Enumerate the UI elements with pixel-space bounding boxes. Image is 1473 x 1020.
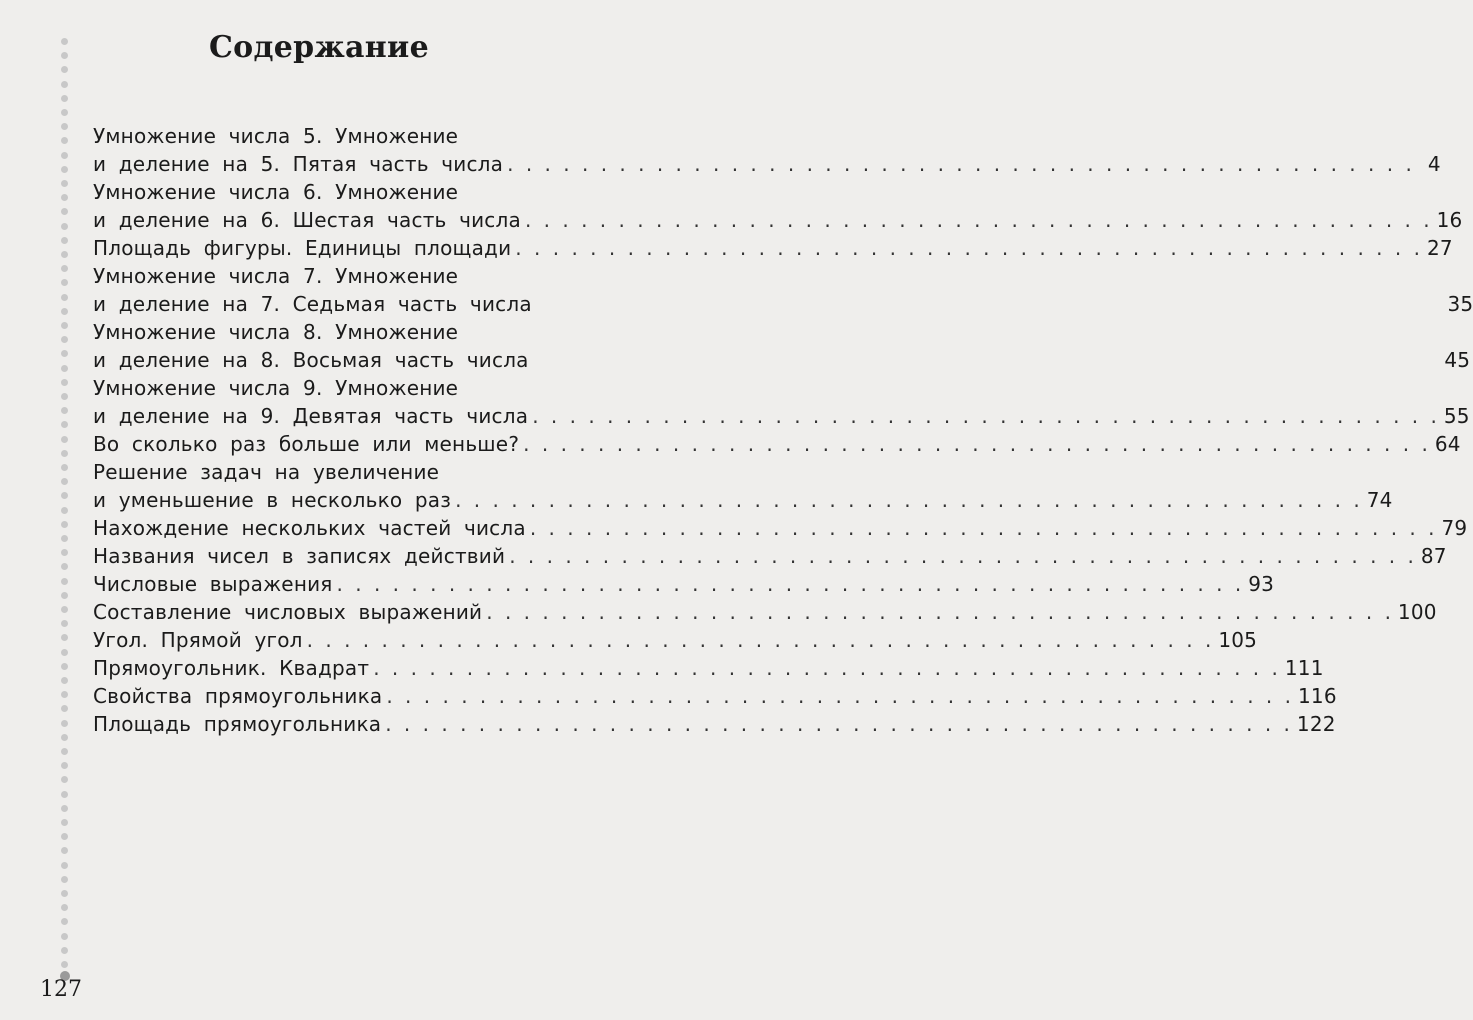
rule-dot (61, 81, 68, 88)
toc-entry[interactable] (93, 264, 1473, 320)
toc-entry[interactable] (93, 460, 1393, 516)
toc-entry-title: Умножение числа 9. Умножение (93, 376, 459, 400)
toc-line (93, 488, 1393, 516)
rule-dot (61, 776, 68, 783)
toc-page-number: 79 (1441, 516, 1468, 540)
toc-line (93, 124, 661, 152)
rule-dot (61, 279, 68, 286)
rule-dot (61, 365, 68, 372)
dot-leader: . . . . . . . . . . . . . . . . . . . . . . . . . . . . . . . . . . . . . . . . . . . . . . . . . (455, 488, 1363, 512)
rule-dot (61, 421, 68, 428)
toc-entry-title: Составление числовых выражений (93, 600, 483, 624)
toc-page-number: 74 (1366, 488, 1393, 512)
rule-dot (61, 521, 68, 528)
toc-entry[interactable] (93, 600, 1437, 628)
toc-page-number: 35 (1447, 292, 1473, 316)
dot-leader: . . . . . . . . . . . . . . . . . . . . . . . . . . . . . . . . . . . . . . . . . . . . . . . . . (529, 516, 1438, 540)
toc-entry-title: Умножение числа 6. Умножение (93, 180, 459, 204)
rule-dot (61, 478, 68, 485)
dot-leader: . . . . . . . . . . . . . . . . . . . . . . . . . . . . . . . . . . . . . . . . . . . . . . . . . (524, 208, 1433, 232)
rule-dot (61, 833, 68, 840)
toc-page-number: 122 (1296, 712, 1336, 736)
toc-entry-title: Умножение числа 5. Умножение (93, 124, 459, 148)
rule-dot (61, 805, 68, 812)
toc-page-number: 4 (1427, 152, 1441, 176)
rule-dot (61, 961, 68, 968)
dot-leader (533, 348, 1441, 372)
toc-entry-title: Площадь прямоугольника (93, 712, 382, 736)
rule-dot (61, 294, 68, 301)
toc-entry[interactable] (93, 124, 1441, 180)
table-of-contents (93, 124, 1473, 740)
rule-dot (61, 918, 68, 925)
rule-dot (61, 180, 68, 187)
rule-dot (61, 549, 68, 556)
decorative-dotted-rule (60, 38, 70, 978)
rule-dot (61, 720, 68, 727)
toc-entry[interactable] (93, 432, 1461, 460)
rule-dot (61, 166, 68, 173)
rule-dot (61, 876, 68, 883)
toc-page-number: 87 (1420, 544, 1447, 568)
toc-entry-title: Свойства прямоугольника (93, 684, 383, 708)
rule-dot (61, 563, 68, 570)
dot-leader: . . . . . . . . . . . . . . . . . . . . . . . . . . . . . . . . . . . . . . . . . . . . . . . . . (336, 572, 1245, 596)
toc-entry-title: и деление на 9. Девятая часть числа (93, 404, 529, 428)
toc-entry[interactable] (93, 376, 1470, 432)
toc-line (93, 684, 1337, 712)
toc-entry[interactable] (93, 572, 1275, 600)
toc-entry-title: и деление на 8. Восьмая часть числа (93, 348, 529, 372)
dot-leader: . . . . . . . . . . . . . . . . . . . . . . . . . . . . . . . . . . . . . . . . . . . . . . . . . (386, 684, 1294, 708)
rule-dot (61, 634, 68, 641)
toc-entry[interactable] (93, 684, 1337, 712)
rule-dot (61, 649, 68, 656)
rule-dot (61, 933, 68, 940)
rule-dot (61, 379, 68, 386)
dot-leader: . . . . . . . . . . . . . . . . . . . . . . . . . . . . . . . . . . . . . . . . . . . . . . . . . (306, 628, 1215, 652)
rule-dot (61, 237, 68, 244)
dot-leader: . . . . . . . . . . . . . . . . . . . . . . . . . . . . . . . . . . . . . . . . . . . . . . . . . (373, 656, 1281, 680)
toc-entry[interactable] (93, 516, 1468, 544)
toc-line (93, 208, 1463, 236)
rule-dot (61, 265, 68, 272)
toc-line (93, 264, 661, 292)
toc-line (93, 656, 1324, 684)
toc-line (93, 320, 661, 348)
rule-dot (61, 251, 68, 258)
dot-leader: . . . . . . . . . . . . . . . . . . . . . . . . . . . . . . . . . . . . . . . . . . . . . . . . . (509, 544, 1417, 568)
rule-dot (61, 620, 68, 627)
toc-page-number: 116 (1298, 684, 1337, 708)
rule-dot (61, 95, 68, 102)
toc-entry-title: Умножение числа 7. Умножение (93, 264, 459, 288)
rule-dot (61, 407, 68, 414)
rule-dot (61, 663, 68, 670)
rule-dot (61, 464, 68, 471)
toc-page-number: 45 (1444, 348, 1471, 372)
rule-dot (61, 734, 68, 741)
rule-dot (61, 194, 68, 201)
toc-entry[interactable] (93, 236, 1453, 264)
rule-dot (61, 890, 68, 897)
toc-page-number: 111 (1284, 656, 1324, 680)
rule-dot (61, 322, 68, 329)
rule-dot (61, 123, 68, 130)
rule-dot (61, 137, 68, 144)
dot-leader (536, 292, 1444, 316)
toc-entry[interactable] (93, 656, 1324, 684)
rule-dot (61, 223, 68, 230)
rule-dot (61, 350, 68, 357)
rule-dot (61, 691, 68, 698)
rule-dot (61, 947, 68, 954)
rule-dot (61, 109, 68, 116)
rule-dot (61, 705, 68, 712)
rule-dot (61, 748, 68, 755)
toc-entry-title: и деление на 7. Седьмая часть числа (93, 292, 532, 316)
toc-line (93, 544, 1447, 572)
toc-entry-title: Угол. Прямой угол (93, 628, 303, 652)
toc-line (93, 516, 1468, 544)
toc-line (93, 600, 1437, 628)
rule-dot (61, 492, 68, 499)
toc-line (93, 376, 661, 404)
toc-entry-title: и уменьшение в несколько раз (93, 488, 452, 512)
toc-line (93, 348, 1471, 376)
toc-line (93, 460, 661, 488)
toc-page-number: 16 (1436, 208, 1463, 232)
rule-dot (61, 308, 68, 315)
dot-leader: . . . . . . . . . . . . . . . . . . . . . . . . . . . . . . . . . . . . . . . . . . . . . . . . . (507, 152, 1415, 176)
toc-entry[interactable] (93, 320, 1471, 376)
rule-dot (61, 535, 68, 542)
rule-dot (61, 762, 68, 769)
rule-dot (61, 152, 68, 159)
rule-dot (61, 507, 68, 514)
toc-entry-title: Площадь фигуры. Единицы площади (93, 236, 512, 260)
toc-entry-title: Во сколько раз больше или меньше? (93, 432, 520, 456)
dot-leader: . . . . . . . . . . . . . . . . . . . . . . . . . . . . . . . . . . . . . . . . . . . . . . . . . (486, 600, 1394, 624)
toc-entry-title: Числовые выражения (93, 572, 333, 596)
dot-leader: . . . . . . . . . . . . . . . . . . . . . . . . . . . . . . . . . . . . . . . . . . . . . . . . . (385, 712, 1293, 736)
rule-dot (61, 336, 68, 343)
rule-dot (61, 904, 68, 911)
toc-page-number: 93 (1248, 572, 1275, 596)
toc-entry-title: Решение задач на увеличение (93, 460, 440, 484)
toc-page-number: 64 (1434, 432, 1461, 456)
toc-page-number: 100 (1397, 600, 1437, 624)
dot-leader: . . . . . . . . . . . . . . . . . . . . . . . . . . . . . . . . . . . . . . . . . . . . . . . . . (515, 236, 1423, 260)
rule-dot (61, 606, 68, 613)
toc-entry[interactable] (93, 180, 1463, 236)
toc-entry[interactable] (93, 628, 1258, 656)
toc-line (93, 628, 1258, 656)
toc-entry-title: Нахождение нескольких частей числа (93, 516, 526, 540)
rule-dot (61, 862, 68, 869)
toc-entry-title: Названия чисел в записях действий (93, 544, 506, 568)
toc-page-number: 55 (1443, 404, 1470, 428)
toc-entry-title: и деление на 6. Шестая часть числа (93, 208, 521, 232)
toc-line (93, 712, 1336, 740)
toc-line (93, 432, 1461, 460)
rule-dot (61, 393, 68, 400)
toc-entry-title: Умножение числа 8. Умножение (93, 320, 459, 344)
toc-page-number: 27 (1426, 236, 1453, 260)
page-title: Содержание (209, 30, 429, 65)
rule-dot (61, 819, 68, 826)
toc-line (93, 404, 1470, 432)
rule-dot (61, 847, 68, 854)
toc-entry[interactable] (93, 544, 1447, 572)
rule-dot (61, 677, 68, 684)
rule-dot (61, 208, 68, 215)
dot-leader: . . . . . . . . . . . . . . . . . . . . . . . . . . . . . . . . . . . . . . . . . . . . . . . . . (532, 404, 1440, 428)
toc-line (93, 236, 1453, 264)
toc-entry[interactable] (93, 712, 1336, 740)
rule-dot (61, 436, 68, 443)
rule-dot (61, 791, 68, 798)
toc-line (93, 292, 1473, 320)
dot-leader: . . . . . . . . . . . . . . . . . . . . . . . . . . . . . . . . . . . . . . . . . . . . . . . . . (523, 432, 1431, 456)
rule-dot (61, 66, 68, 73)
toc-line (93, 152, 1441, 180)
rule-dot (61, 592, 68, 599)
toc-line (93, 572, 1275, 600)
toc-line (93, 180, 661, 208)
toc-page-number: 105 (1218, 628, 1258, 652)
toc-entry-title: и деление на 5. Пятая часть числа (93, 152, 504, 176)
page-number: 127 (40, 977, 82, 1002)
toc-entry-title: Прямоугольник. Квадрат (93, 656, 370, 680)
rule-dot (61, 578, 68, 585)
rule-dot (61, 450, 68, 457)
